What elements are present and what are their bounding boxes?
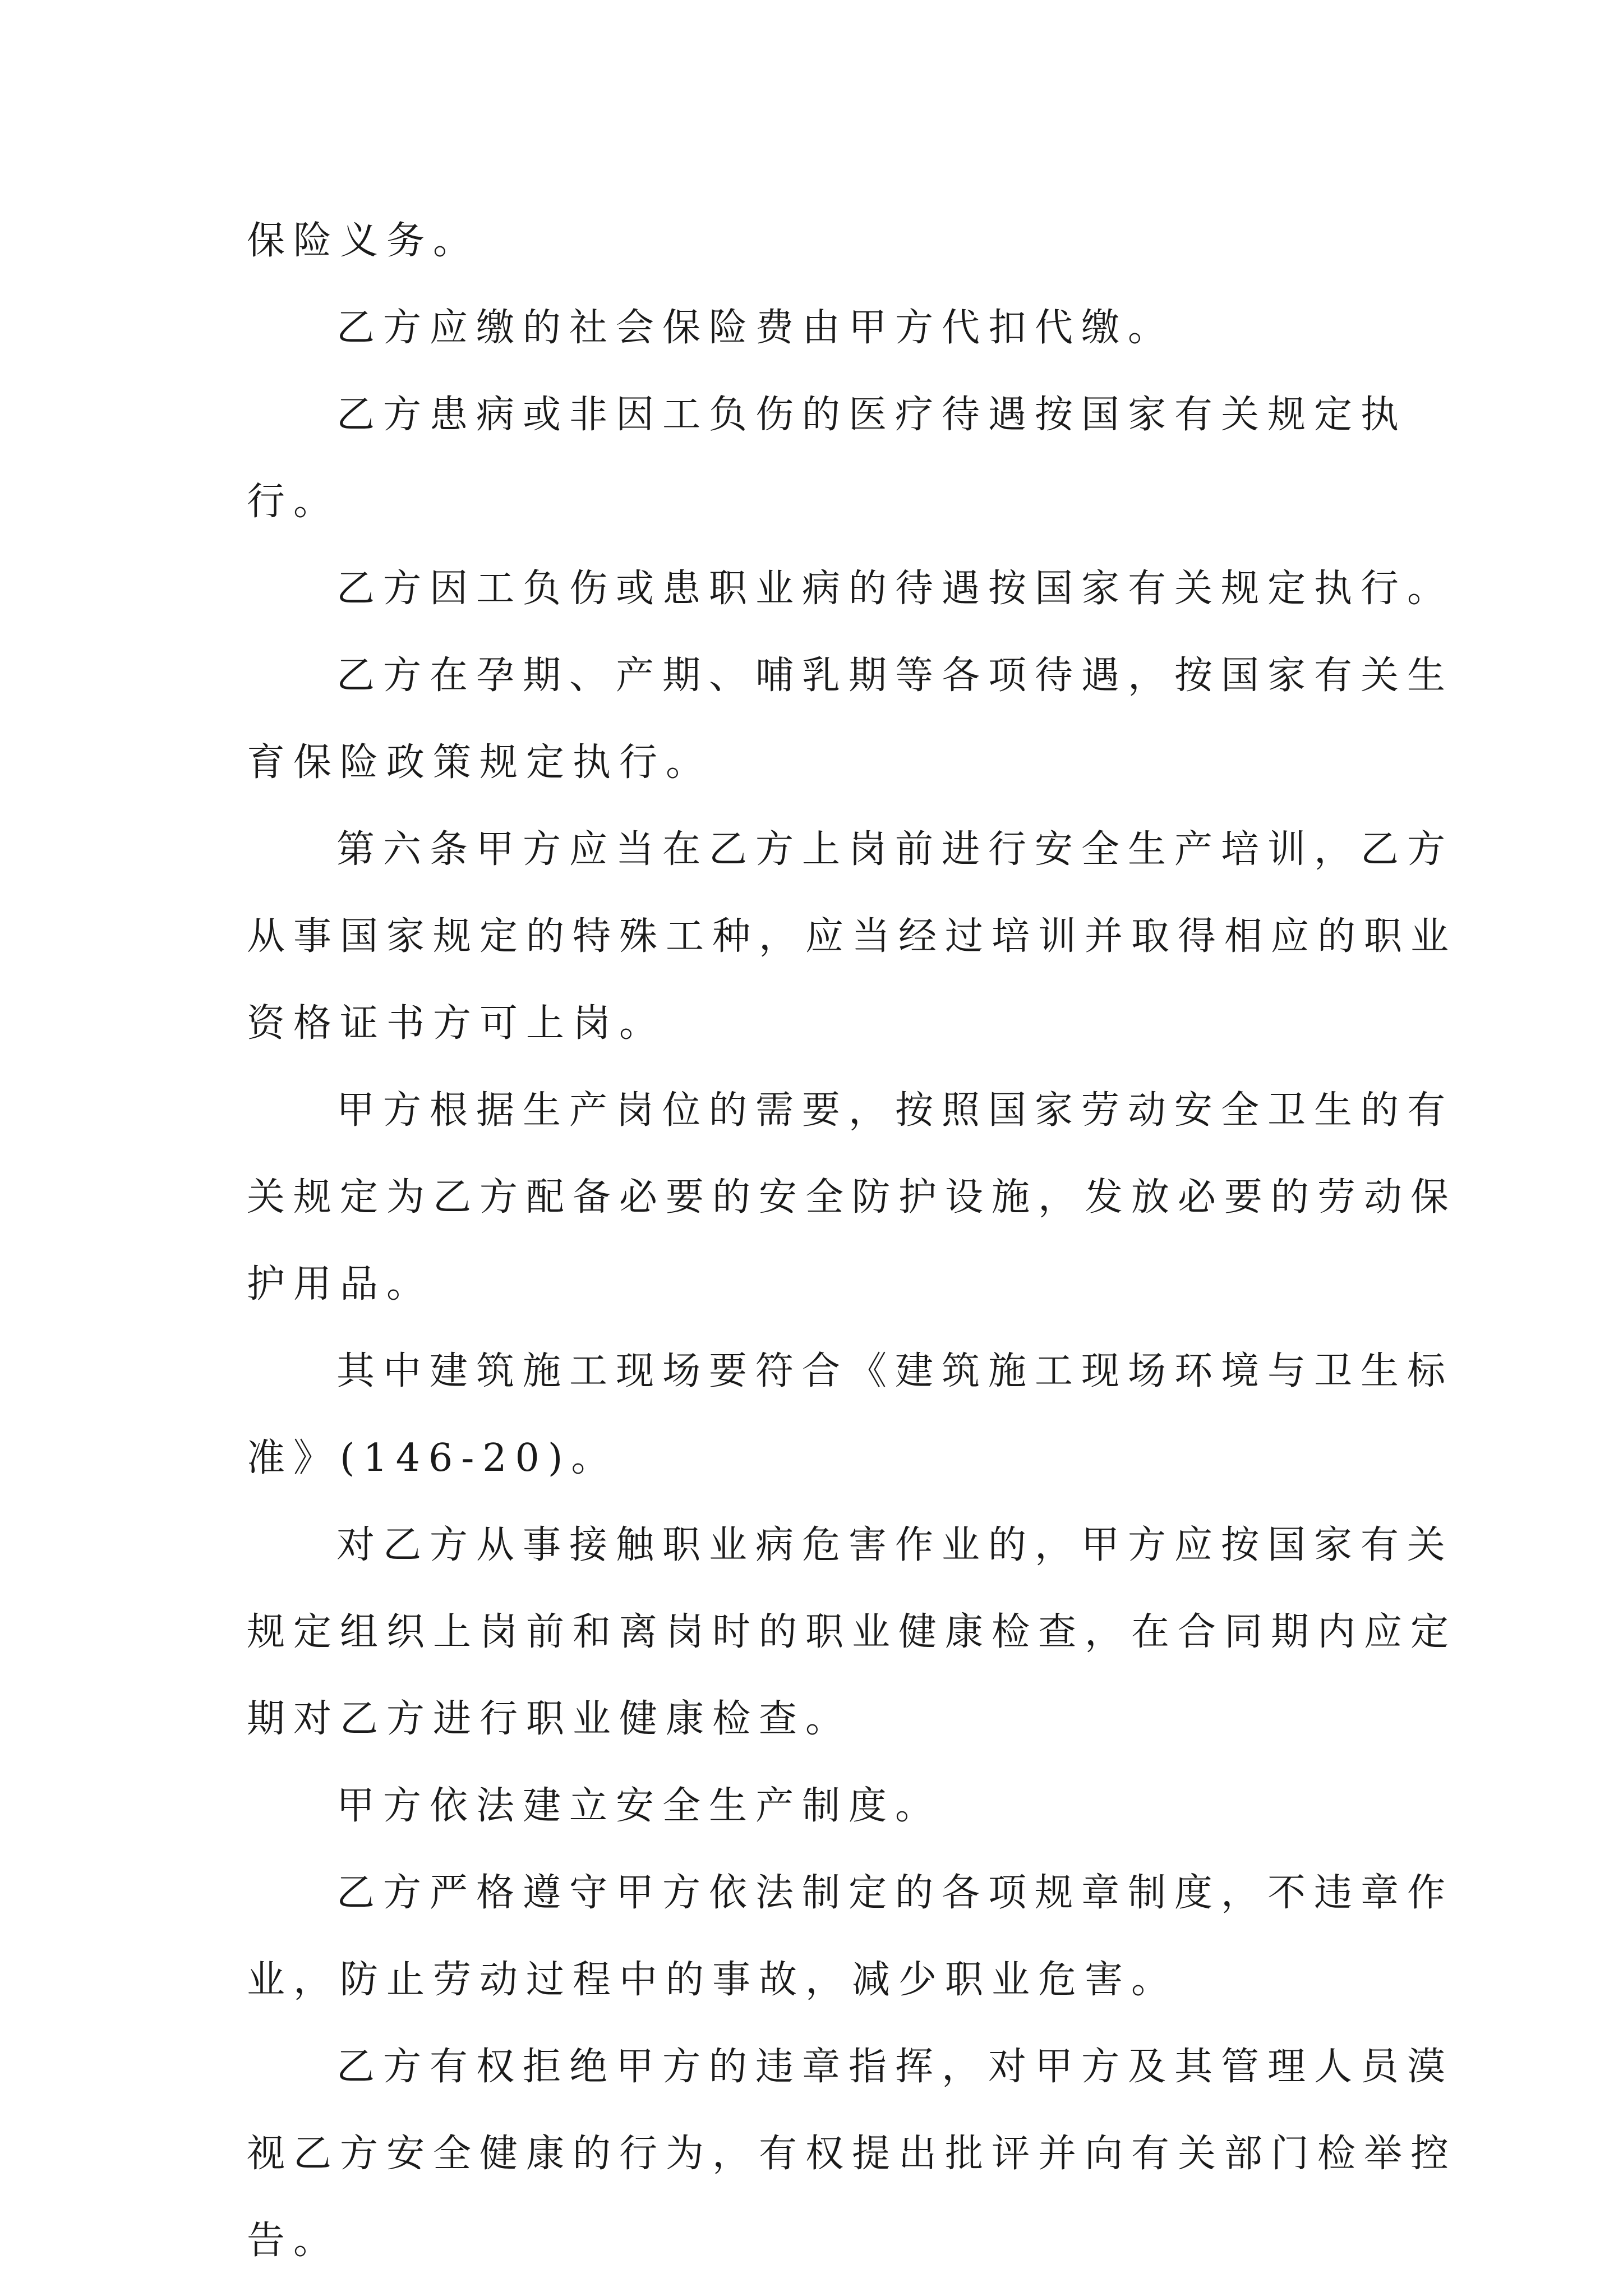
text-line: 行。 xyxy=(247,480,340,524)
text-line: 告。 xyxy=(247,2219,340,2263)
text-line: 期对乙方进行职业健康检查。 xyxy=(247,1697,852,1741)
text-line: 保险义务。 xyxy=(247,219,480,263)
text-line: 甲方根据生产岗位的需要，按照国家劳动安全卫生的有 xyxy=(336,1088,1454,1133)
text-line: 乙方严格遵守甲方依法制定的各项规章制度，不违章作 xyxy=(336,1871,1454,1915)
text-line: 甲方依法建立安全生产制度。 xyxy=(336,1784,942,1828)
text-line: 准》(146-20)。 xyxy=(247,1436,618,1480)
text-line: 资格证书方可上岗。 xyxy=(247,1001,666,1046)
text-line: 关规定为乙方配备必要的安全防护设施，发放必要的劳动保 xyxy=(247,1175,1458,1220)
text-line: 育保险政策规定执行。 xyxy=(247,740,713,785)
text-line: 乙方患病或非因工负伤的医疗待遇按国家有关规定执 xyxy=(336,393,1408,437)
text-line: 视乙方安全健康的行为，有权提出批评并向有关部门检举控 xyxy=(247,2132,1458,2176)
text-line: 乙方应缴的社会保险费由甲方代扣代缴。 xyxy=(336,306,1175,350)
text-line: 护用品。 xyxy=(247,1262,434,1306)
document-body xyxy=(247,197,1458,2284)
text-line: 乙方因工负伤或患职业病的待遇按国家有关规定执行。 xyxy=(336,567,1454,611)
text-line: 乙方有权拒绝甲方的违章指挥，对甲方及其管理人员漠 xyxy=(336,2045,1454,2089)
text-line: 规定组织上岗前和离岗时的职业健康检查，在合同期内应定 xyxy=(247,1610,1458,1654)
text-line: 从事国家规定的特殊工种，应当经过培训并取得相应的职业 xyxy=(247,914,1458,959)
text-line: 对乙方从事接触职业病危害作业的，甲方应按国家有关 xyxy=(336,1523,1454,1567)
text-line: 业，防止劳动过程中的事故，减少职业危害。 xyxy=(247,1958,1178,2002)
text-line: 其中建筑施工现场要符合《建筑施工现场环境与卫生标 xyxy=(336,1349,1454,1393)
text-line: 乙方在孕期、产期、哺乳期等各项待遇，按国家有关生 xyxy=(336,654,1454,698)
text-line: 第六条甲方应当在乙方上岗前进行安全生产培训，乙方 xyxy=(336,827,1454,872)
